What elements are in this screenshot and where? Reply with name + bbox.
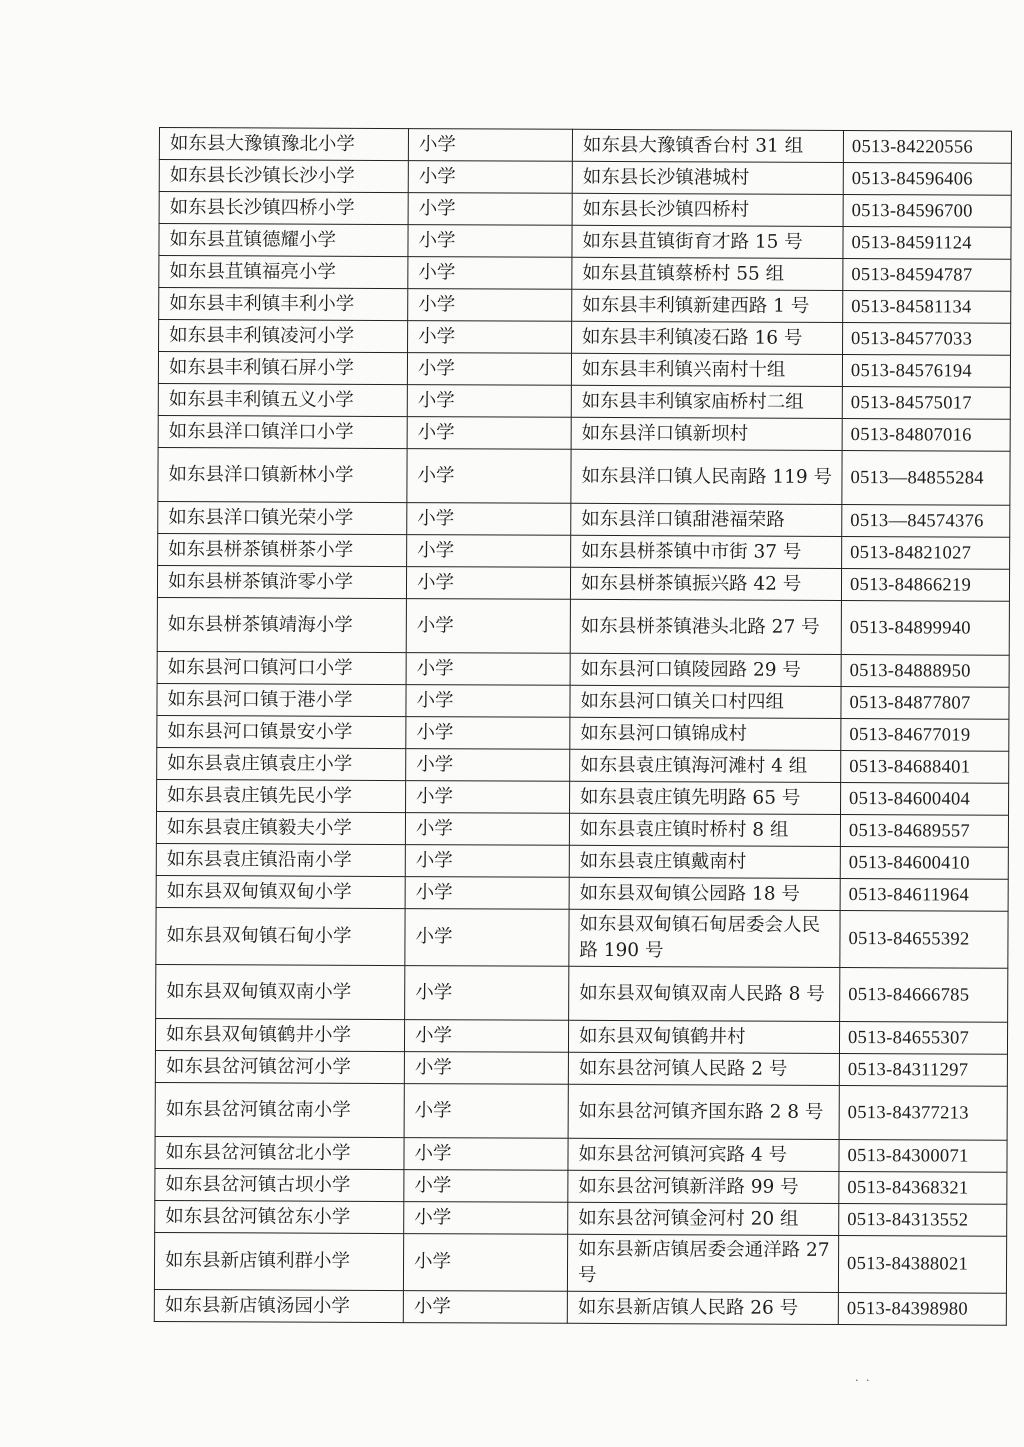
school-phone-cell: 0513-84594787 [843,258,1011,291]
school-type-cell: 小学 [407,385,571,418]
school-name-cell: 如东县长沙镇长沙小学 [159,160,408,193]
school-address-cell: 如东县丰利镇兴南村十组 [571,353,842,386]
school-type-cell: 小学 [405,966,569,1021]
school-address-cell: 如东县双甸镇鹤井村 [568,1020,839,1053]
school-type-cell: 小学 [408,225,572,258]
school-phone-cell: 0513-84688401 [841,750,1009,783]
school-phone-cell: 0513-84877807 [841,686,1009,719]
table-row [158,415,1010,451]
school-phone-cell: 0513-84655392 [840,910,1008,968]
school-type-cell: 小学 [405,845,569,878]
school-type-cell: 小学 [408,129,572,162]
table-body [154,128,1011,1326]
school-name-cell: 如东县苴镇德耀小学 [159,224,408,257]
table-row [155,1200,1007,1236]
school-type-cell: 小学 [404,1084,568,1139]
school-name-cell: 如东县丰利镇石屏小学 [158,352,407,385]
school-phone-cell: 0513-84600410 [840,846,1008,879]
school-type-cell: 小学 [405,877,569,910]
table-row [155,1050,1007,1086]
table-row [155,1168,1007,1204]
table-row [159,160,1011,196]
school-name-cell: 如东县河口镇河口小学 [157,651,406,684]
school-name-cell: 如东县岔河镇古坝小学 [155,1168,404,1201]
school-phone-cell: 0513-84611964 [840,878,1008,911]
school-type-cell: 小学 [405,813,569,846]
school-type-cell: 小学 [405,909,569,967]
school-phone-cell: 0513-84689557 [840,814,1008,847]
school-phone-cell: 0513-84575017 [842,386,1010,419]
school-name-cell: 如东县河口镇景安小学 [157,715,406,748]
school-name-cell: 如东县栟茶镇靖海小学 [157,597,406,652]
table-row [158,447,1010,505]
school-address-cell: 如东县大豫镇香台村 31 组 [572,129,843,162]
school-name-cell: 如东县袁庄镇毅夫小学 [156,811,405,844]
school-address-cell: 如东县新店镇人民路 26 号 [567,1291,838,1324]
school-address-cell: 如东县岔河镇新洋路 99 号 [568,1170,839,1203]
school-type-cell: 小学 [406,567,570,600]
school-type-cell: 小学 [407,503,571,536]
school-phone-cell: 0513-84677019 [841,718,1009,751]
school-name-cell: 如东县袁庄镇沿南小学 [156,843,405,876]
school-phone-cell: 0513-84581134 [843,290,1011,323]
school-phone-cell: 0513-84596700 [843,194,1011,227]
school-address-cell: 如东县岔河镇齐国东路 2 8 号 [568,1084,839,1139]
school-phone-cell: 0513-84313552 [839,1203,1007,1236]
school-type-cell: 小学 [408,193,572,226]
school-phone-cell: 0513-84398980 [838,1292,1006,1325]
school-address-cell: 如东县苴镇蔡桥村 55 组 [572,257,843,290]
school-address-cell: 如东县新店镇居委会通洋路 27 号 [567,1234,838,1292]
school-name-cell: 如东县长沙镇四桥小学 [159,192,408,225]
table-row [158,533,1010,569]
school-phone-cell: 0513-84821027 [842,536,1010,569]
table-row [156,843,1008,879]
school-phone-cell: 0513-84600404 [841,782,1009,815]
table-row [157,779,1009,815]
table-row [157,683,1009,719]
school-type-cell: 小学 [404,1170,568,1203]
school-type-cell: 小学 [408,161,572,194]
school-name-cell: 如东县岔河镇岔河小学 [155,1050,404,1083]
school-name-cell: 如东县袁庄镇袁庄小学 [157,747,406,780]
table-row [159,224,1011,260]
school-name-cell: 如东县岔河镇岔东小学 [155,1200,404,1233]
school-address-cell: 如东县长沙镇四桥村 [572,193,843,226]
school-name-cell: 如东县洋口镇新林小学 [158,447,407,502]
school-phone-cell: 0513-84220556 [843,130,1011,163]
school-phone-cell: 0513-84888950 [841,654,1009,687]
table-row [156,907,1008,968]
school-name-cell: 如东县苴镇福亮小学 [159,256,408,289]
school-type-cell: 小学 [404,1202,568,1235]
school-address-cell: 如东县洋口镇人民南路 119 号 [571,449,842,504]
table-row [157,651,1009,687]
school-address-cell: 如东县双甸镇双南人民路 8 号 [569,966,840,1021]
school-type-cell: 小学 [404,1052,568,1085]
school-name-cell: 如东县双甸镇石甸小学 [156,907,405,965]
school-phone-cell: 0513-84576194 [842,354,1010,387]
table-row [159,128,1011,164]
school-type-cell: 小学 [404,1020,568,1053]
school-name-cell: 如东县栟茶镇浒零小学 [157,565,406,598]
table-row [155,1018,1007,1054]
school-type-cell: 小学 [408,289,572,322]
table-row [159,256,1011,292]
school-address-cell: 如东县栟茶镇振兴路 42 号 [570,567,841,600]
school-phone-cell: 0513-84388021 [838,1235,1006,1293]
school-name-cell: 如东县洋口镇光荣小学 [158,501,407,534]
school-type-cell: 小学 [404,1138,568,1171]
table-row [156,875,1008,911]
school-phone-cell: 0513-84377213 [839,1085,1007,1140]
school-address-cell: 如东县丰利镇凌石路 16 号 [572,321,843,354]
school-address-cell: 如东县袁庄镇时桥村 8 组 [569,813,840,846]
school-name-cell: 如东县双甸镇鹤井小学 [155,1018,404,1051]
school-address-cell: 如东县河口镇陵园路 29 号 [570,653,841,686]
table-row [154,1289,1006,1325]
school-phone-cell: 0513-84866219 [841,568,1009,601]
school-phone-cell: 0513—84855284 [842,450,1010,505]
table-row [154,1232,1006,1293]
school-phone-cell: 0513—84574376 [842,504,1010,537]
school-name-cell: 如东县丰利镇丰利小学 [159,288,408,321]
school-name-cell: 如东县丰利镇五义小学 [158,383,407,416]
school-address-cell: 如东县双甸镇公园路 18 号 [569,877,840,910]
school-address-cell: 如东县岔河镇金河村 20 组 [568,1202,839,1235]
table-row [158,383,1010,419]
school-type-cell: 小学 [406,781,570,814]
table-row [159,288,1011,324]
school-address-cell: 如东县岔河镇人民路 2 号 [568,1052,839,1085]
school-type-cell: 小学 [406,717,570,750]
table-row [157,715,1009,751]
school-address-cell: 如东县栟茶镇中市街 37 号 [571,535,842,568]
school-phone-cell: 0513-84807016 [842,418,1010,451]
school-type-cell: 小学 [407,353,571,386]
school-phone-cell: 0513-84899940 [841,600,1009,655]
school-address-cell: 如东县洋口镇甜港福荣路 [571,503,842,536]
school-address-cell: 如东县袁庄镇先明路 65 号 [570,781,841,814]
school-type-cell: 小学 [408,257,572,290]
school-phone-cell: 0513-84596406 [843,162,1011,195]
school-name-cell: 如东县丰利镇凌河小学 [159,320,408,353]
school-type-cell: 小学 [408,321,572,354]
school-address-cell: 如东县丰利镇新建西路 1 号 [572,289,843,322]
school-address-cell: 如东县河口镇关口村四组 [570,685,841,718]
table-row [159,192,1011,228]
school-type-cell: 小学 [407,417,571,450]
school-directory-table [154,127,1012,1326]
table-row [156,964,1008,1022]
school-address-cell: 如东县苴镇街育才路 15 号 [572,225,843,258]
table-row [155,1082,1007,1140]
school-name-cell: 如东县洋口镇洋口小学 [158,415,407,448]
table-row [157,565,1009,601]
table-row [158,501,1010,537]
school-address-cell: 如东县栟茶镇港头北路 27 号 [570,599,841,654]
table-row [155,1136,1007,1172]
school-phone-cell: 0513-84666785 [840,967,1008,1022]
school-type-cell: 小学 [406,599,570,654]
school-name-cell: 如东县新店镇汤园小学 [154,1289,403,1322]
school-type-cell: 小学 [403,1291,567,1324]
school-address-cell: 如东县洋口镇新坝村 [571,417,842,450]
school-phone-cell: 0513-84300071 [839,1139,1007,1172]
table-row [156,811,1008,847]
school-type-cell: 小学 [403,1234,567,1292]
school-type-cell: 小学 [407,449,571,504]
school-name-cell: 如东县新店镇利群小学 [154,1232,403,1290]
table-row [158,352,1010,388]
school-type-cell: 小学 [406,749,570,782]
table-row [157,597,1009,655]
school-address-cell: 如东县岔河镇河宾路 4 号 [568,1138,839,1171]
school-type-cell: 小学 [406,685,570,718]
school-name-cell: 如东县双甸镇双甸小学 [156,875,405,908]
school-address-cell: 如东县双甸镇石甸居委会人民路 190 号 [569,909,840,967]
school-address-cell: 如东县长沙镇港城村 [572,161,843,194]
school-phone-cell: 0513-84577033 [843,322,1011,355]
school-name-cell: 如东县河口镇于港小学 [157,683,406,716]
school-phone-cell: 0513-84591124 [843,226,1011,259]
school-name-cell: 如东县袁庄镇先民小学 [157,779,406,812]
school-name-cell: 如东县岔河镇岔南小学 [155,1082,404,1137]
school-address-cell: 如东县河口镇锦成村 [570,717,841,750]
table-row [157,747,1009,783]
school-type-cell: 小学 [407,535,571,568]
school-address-cell: 如东县丰利镇家庙桥村二组 [571,385,842,418]
school-name-cell: 如东县双甸镇双南小学 [156,964,405,1019]
school-type-cell: 小学 [406,653,570,686]
school-name-cell: 如东县岔河镇岔北小学 [155,1136,404,1169]
school-phone-cell: 0513-84311297 [839,1053,1007,1086]
school-phone-cell: 0513-84368321 [839,1171,1007,1204]
school-name-cell: 如东县栟茶镇栟茶小学 [158,533,407,566]
page-number-mark: · · [855,1374,872,1387]
school-phone-cell: 0513-84655307 [839,1021,1007,1054]
table-row [159,320,1011,356]
school-address-cell: 如东县袁庄镇戴南村 [569,845,840,878]
school-address-cell: 如东县袁庄镇海河滩村 4 组 [570,749,841,782]
school-name-cell: 如东县大豫镇豫北小学 [159,128,408,161]
